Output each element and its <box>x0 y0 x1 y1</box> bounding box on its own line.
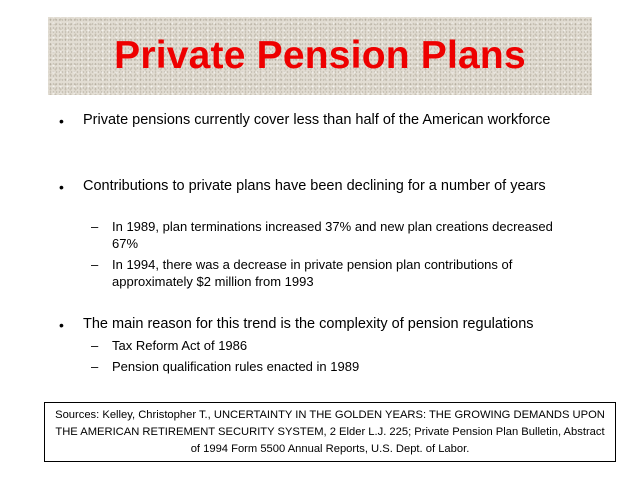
slide-title: Private Pension Plans <box>114 34 526 77</box>
sub-item-text: In 1989, plan terminations increased 37% and new plan creations decreased 67% <box>112 219 553 251</box>
bullet-symbol: • <box>59 179 64 195</box>
sub-item-symbol: – <box>91 219 99 234</box>
bullet-text: Contributions to private plans have been declining for a number of years <box>83 178 546 194</box>
sub-item-symbol: – <box>91 257 99 272</box>
bullet-text: The main reason for this trend is the complexity of pension regulations <box>83 316 534 332</box>
sub-item-text: Tax Reform Act of 1986 <box>112 338 248 353</box>
sources-box <box>44 402 616 462</box>
bullet-symbol: • <box>59 317 64 333</box>
sub-item-text: In 1994, there was a decrease in private pension plan contributions of approximately $2 million from 1993 <box>112 257 513 289</box>
sub-item-text: Pension qualification rules enacted in 1989 <box>112 359 360 374</box>
bullet-symbol: • <box>59 113 64 129</box>
sources-citation: Sources: Kelley, Christopher T., UNCERTAINTY IN THE GOLDEN YEARS: THE GROWING DEMANDS UPON THE AMERICAN RETIREMENT SECURITY SYSTEM, 2 Elder L.J. 225; Private Pension Plan Bulletin, Abstract of 1994 Form 5500 Annual Reports, U.S. Dept. of Labor. <box>55 408 605 455</box>
sub-item-symbol: – <box>91 338 99 353</box>
sub-item-symbol: – <box>91 359 99 374</box>
bullet-text: Private pensions currently cover less than half of the American workforce <box>83 112 551 128</box>
